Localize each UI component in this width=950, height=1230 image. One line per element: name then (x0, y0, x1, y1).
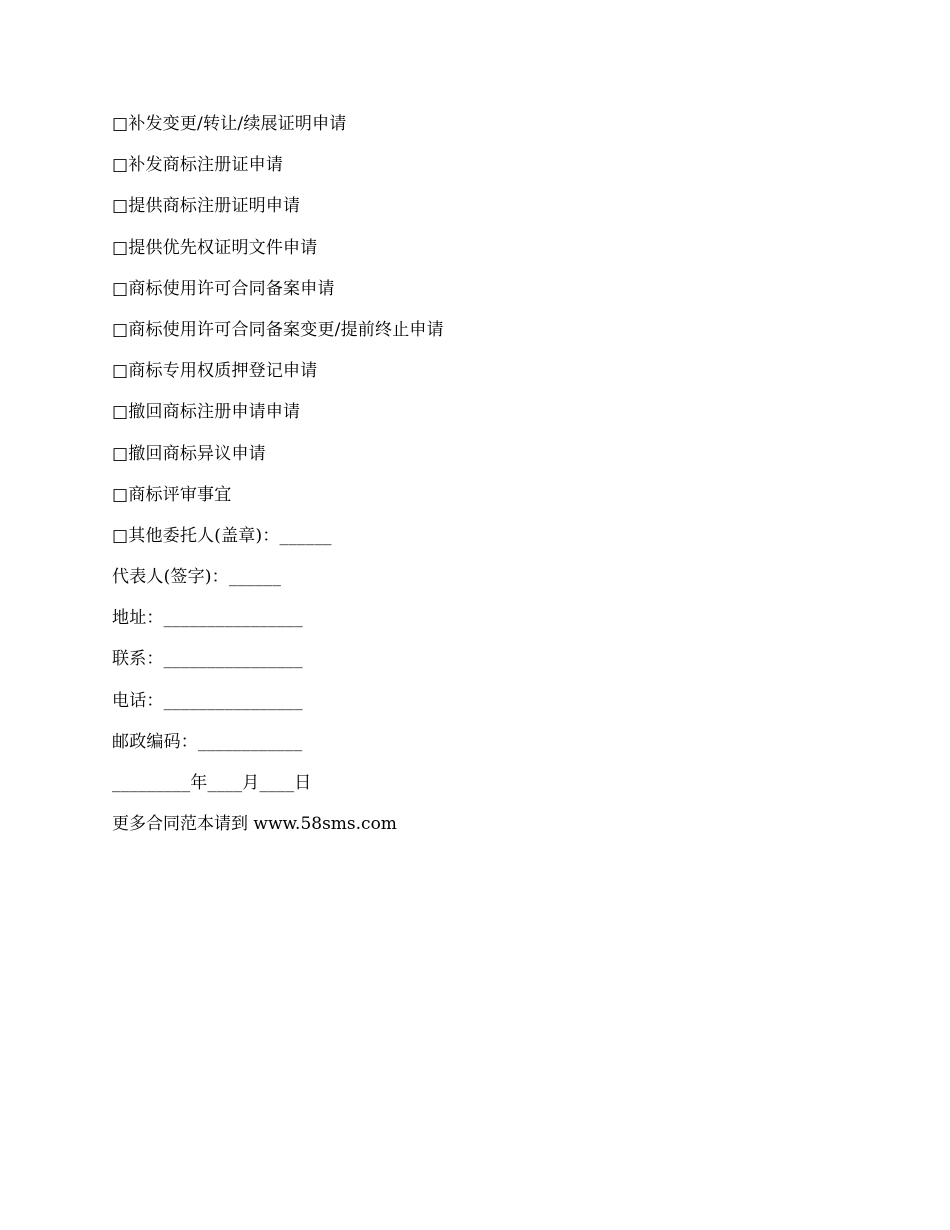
checkbox-item-reissue-change-certificate: □补发变更/转让/续展证明申请 (112, 114, 347, 134)
checkbox-item-pledge-registration: □商标专用权质押登记申请 (112, 361, 318, 382)
checkbox-item-license-filing-change: □商标使用许可合同备案变更/提前终止申请 (112, 319, 444, 340)
checkbox-item-withdraw-registration: □撤回商标注册申请申请 (112, 402, 301, 423)
checkbox-item-registration-proof: □提供商标注册证明申请 (112, 196, 301, 217)
phone-field-line: 电话：________________ (112, 690, 303, 711)
representative-signature-line: 代表人(签字)：______ (112, 567, 282, 588)
postal-code-field-line: 邮政编码：____________ (112, 731, 303, 752)
checkbox-item-reissue-registration-certificate: □补发商标注册证申请 (112, 155, 284, 176)
address-field-line: 地址：________________ (112, 608, 303, 629)
checkbox-item-priority-proof: □提供优先权证明文件申请 (112, 237, 318, 258)
footer-website-note: 更多合同范本请到 www.58sms.com (112, 814, 397, 835)
checkbox-item-license-filing: □商标使用许可合同备案申请 (112, 278, 335, 299)
other-principal-seal-line: □其他委托人(盖章)：______ (112, 525, 332, 546)
contact-field-line: 联系：________________ (112, 649, 303, 670)
checkbox-item-review-matters: □商标评审事宜 (112, 484, 232, 505)
document-body (112, 111, 872, 852)
date-field-line: _________年____月____日 (112, 773, 312, 793)
checkbox-item-withdraw-opposition: □撤回商标异议申请 (112, 443, 266, 464)
